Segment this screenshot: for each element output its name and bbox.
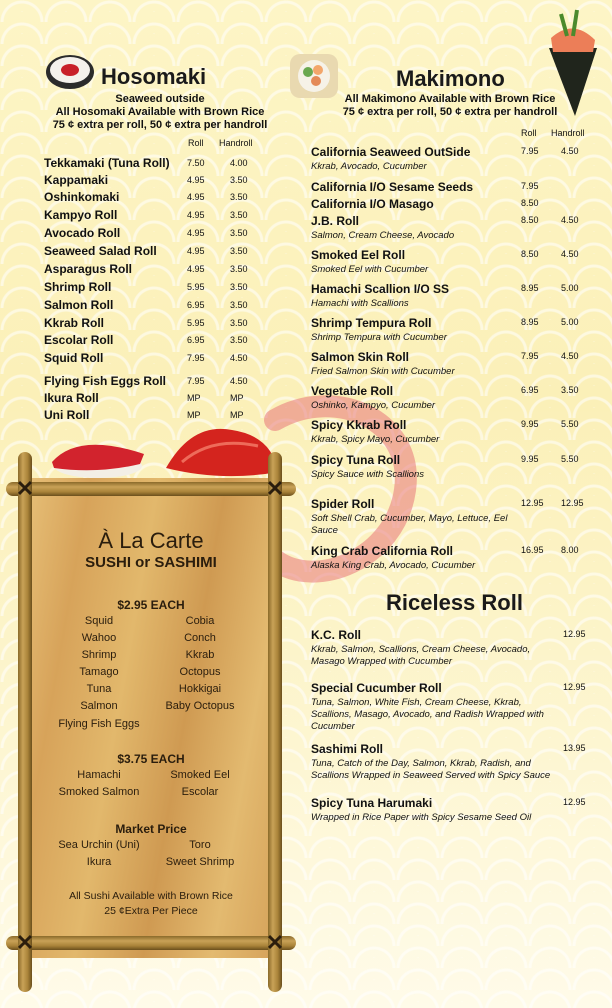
makimono-roll-price: 7.95	[521, 351, 539, 361]
hosomaki-roll-price: 7.95	[187, 353, 205, 363]
riceless-item-desc: Tuna, Catch of the Day, Salmon, Kkrab, Radish, and Scallions Wrapped in Seaweed Served with Spicy Sauce	[311, 758, 551, 781]
hosomaki-roll-icon	[44, 52, 96, 92]
hosomaki-handroll-price: 3.50	[230, 175, 248, 185]
makimono-item-name: Spider Roll	[311, 497, 375, 511]
bamboo-top	[6, 482, 296, 496]
a-la-carte-item: Ikura	[86, 856, 112, 868]
makimono-row	[311, 418, 591, 446]
makimono-row	[311, 197, 591, 211]
makimono-row	[311, 497, 591, 537]
hosomaki-row	[44, 226, 264, 244]
makimono-item-name: Vegetable Roll	[311, 384, 394, 398]
riceless-item-name: Special Cucumber Roll	[311, 681, 442, 695]
hosomaki-roll-price: 4.95	[187, 264, 205, 274]
section-295-extra: Flying Fish Eggs	[58, 718, 140, 730]
makimono-handroll-price: 4.50	[561, 351, 579, 361]
riceless-item-price: 13.95	[563, 743, 586, 753]
makimono-row	[311, 282, 591, 310]
makimono-row	[311, 453, 591, 481]
riceless-item-price: 12.95	[563, 629, 586, 639]
a-la-carte-item: Wahoo	[81, 632, 117, 644]
hosomaki-header-notes	[30, 93, 290, 132]
hosomaki-item-name: Flying Fish Eggs Roll	[44, 374, 167, 388]
makimono-sub1: All Makimono Available with Brown Rice	[344, 93, 556, 105]
makimono-item-desc: Fried Salmon Skin with Cucumber	[311, 366, 455, 377]
makimono-handroll-price: 5.50	[561, 454, 579, 464]
section-375-heading: $3.75 EACH	[117, 752, 185, 766]
a-la-carte-subtitle: SUSHI or SASHIMI	[85, 554, 217, 571]
hosomaki-handroll-price: 3.50	[230, 264, 248, 274]
makimono-item-name: California Seaweed OutSide	[311, 145, 471, 159]
hosomaki-handroll-price: 3.50	[230, 228, 248, 238]
hosomaki-handroll-price: 4.50	[230, 353, 248, 363]
hosomaki-roll-price: 4.95	[187, 175, 205, 185]
hosomaki-row	[44, 244, 264, 262]
makimono-handroll-price: 4.50	[561, 146, 579, 156]
makimono-item-desc: Oshinko, Kampyo, Cucumber	[311, 400, 436, 411]
hosomaki-handroll-price: 3.50	[230, 300, 248, 310]
hosomaki-row	[44, 208, 264, 226]
hosomaki-row	[44, 333, 264, 351]
makimono-handroll-price: 4.50	[561, 249, 579, 259]
hosomaki-row	[44, 190, 264, 208]
bamboo-bottom	[6, 936, 296, 950]
hosomaki-row	[44, 316, 264, 334]
hosomaki-row	[44, 173, 264, 191]
a-la-carte-item: Kkrab	[185, 649, 215, 661]
makimono-row	[311, 214, 591, 242]
makimono-handroll-price: 5.00	[561, 317, 579, 327]
makimono-item-desc: Shrimp Tempura with Cucumber	[311, 332, 447, 343]
riceless-row	[311, 742, 591, 782]
a-la-carte-item: Hamachi	[77, 769, 121, 781]
a-la-carte-item: Salmon	[80, 700, 118, 712]
hosomaki-roll-price: MP	[187, 410, 201, 420]
a-la-carte-item: Squid	[84, 615, 114, 627]
hosomaki-roll-price: 4.95	[187, 192, 205, 202]
makimono-item-name: California I/O Masago	[311, 197, 434, 211]
hosomaki-item-name: Salmon Roll	[44, 298, 114, 312]
makimono-handroll-price: 5.00	[561, 283, 579, 293]
makimono-item-name: Spicy Tuna Roll	[311, 453, 401, 467]
makimono-row	[311, 145, 591, 173]
hosomaki-item-name: Oshinkomaki	[44, 190, 120, 204]
hosomaki-row	[44, 280, 264, 298]
market-price-heading: Market Price	[115, 822, 187, 836]
a-la-carte-item: Tuna	[86, 683, 112, 695]
makimono-roll-price: 12.95	[521, 498, 544, 508]
makimono-item-name: J.B. Roll	[311, 214, 360, 228]
hosomaki-handroll-price: 4.50	[230, 376, 248, 386]
makimono-item-desc: Alaska King Crab, Avocado, Cucumber	[311, 560, 476, 571]
a-la-carte-item: Shrimp	[81, 649, 117, 661]
riceless-item-desc: Kkrab, Salmon, Scallions, Cream Cheese, Avocado, Masago Wrapped with Cucumber	[311, 644, 531, 667]
a-la-carte-item: Sea Urchin (Uni)	[58, 839, 140, 851]
makimono-row	[311, 248, 591, 276]
hosomaki-item-name: Shrimp Roll	[44, 280, 112, 294]
hosomaki-handroll-price: 3.50	[230, 192, 248, 202]
hosomaki-roll-price: 4.95	[187, 210, 205, 220]
hosomaki-handroll-price: 3.50	[230, 282, 248, 292]
a-la-carte-item: Tamago	[79, 666, 119, 678]
makimono-handroll-price: 5.50	[561, 419, 579, 429]
a-la-carte-item: Toro	[189, 839, 211, 851]
hosomaki-col-roll: Roll	[188, 138, 204, 148]
hosomaki-sub2: All Hosomaki Available with Brown Rice	[55, 106, 265, 118]
hosomaki-col-handroll: Handroll	[219, 138, 253, 148]
a-la-carte-item: Octopus	[179, 666, 221, 678]
riceless-item-name: Spicy Tuna Harumaki	[311, 796, 433, 810]
hosomaki-roll-price: 5.95	[187, 282, 205, 292]
a-la-carte-title: À La Carte	[98, 528, 204, 553]
riceless-item-name: K.C. Roll	[311, 628, 361, 642]
makimono-row	[311, 180, 591, 194]
hosomaki-row	[44, 391, 264, 409]
makimono-item-name: Hamachi Scallion I/O SS	[311, 282, 450, 296]
hosomaki-item-name: Squid Roll	[44, 351, 104, 365]
hosomaki-row	[44, 298, 264, 316]
hosomaki-item-name: Kappamaki	[44, 173, 109, 187]
hosomaki-row	[44, 262, 264, 280]
makimono-item-desc: Smoked Eel with Cucumber	[311, 264, 429, 275]
makimono-item-desc: Hamachi with Scallions	[311, 298, 409, 309]
hosomaki-item-name: Seaweed Salad Roll	[44, 244, 157, 258]
hosomaki-row	[44, 351, 264, 369]
hosomaki-title: Hosomaki	[101, 64, 207, 89]
hosomaki-roll-price: 6.95	[187, 300, 205, 310]
brown-rice-note: All Sushi Available with Brown Rice	[69, 890, 233, 902]
hosomaki-handroll-price: 4.00	[230, 158, 248, 168]
makimono-row	[311, 544, 591, 572]
makimono-roll-price: 7.95	[521, 146, 539, 156]
makimono-roll-price: 8.50	[521, 198, 539, 208]
makimono-roll-price: 9.95	[521, 454, 539, 464]
hosomaki-sub3: 75 ¢ extra per roll, 50 ¢ extra per handroll	[52, 119, 268, 131]
makimono-roll-price: 8.95	[521, 283, 539, 293]
hosomaki-handroll-price: 3.50	[230, 335, 248, 345]
makimono-roll-price: 9.95	[521, 419, 539, 429]
hosomaki-row	[44, 156, 264, 174]
makimono-header-notes	[330, 93, 570, 119]
hosomaki-roll-price: 7.50	[187, 158, 205, 168]
hosomaki-handroll-price: MP	[230, 410, 244, 420]
makimono-roll-price: 16.95	[521, 545, 544, 555]
riceless-row	[311, 628, 591, 668]
hosomaki-handroll-price: 3.50	[230, 318, 248, 328]
a-la-carte-item: Hokkigai	[178, 683, 222, 695]
hosomaki-roll-price: 6.95	[187, 335, 205, 345]
makimono-row	[311, 350, 591, 378]
hosomaki-roll-price: 7.95	[187, 376, 205, 386]
hosomaki-item-name: Ikura Roll	[44, 391, 99, 405]
salmon-sashimi-image	[162, 422, 282, 482]
riceless-title: Riceless Roll	[386, 590, 523, 615]
a-la-carte-item: Smoked Eel	[170, 769, 230, 781]
hosomaki-roll-price: MP	[187, 393, 201, 403]
makimono-item-name: Spicy Kkrab Roll	[311, 418, 407, 432]
makimono-row	[311, 384, 591, 412]
riceless-row	[311, 796, 591, 824]
rope-tie-top-left: ✕	[15, 476, 35, 501]
hosomaki-item-name: Escolar Roll	[44, 333, 114, 347]
hosomaki-item-name: Asparagus Roll	[44, 262, 133, 276]
makimono-roll-price: 8.95	[521, 317, 539, 327]
makimono-handroll-price: 8.00	[561, 545, 579, 555]
hosomaki-handroll-price: 3.50	[230, 246, 248, 256]
hosomaki-item-name: Kampyo Roll	[44, 208, 118, 222]
hosomaki-handroll-price: MP	[230, 393, 244, 403]
a-la-carte-item: Sweet Shrimp	[165, 856, 235, 868]
makimono-col-handroll: Handroll	[551, 128, 585, 138]
makimono-roll-price: 6.95	[521, 385, 539, 395]
makimono-item-name: California I/O Sesame Seeds	[311, 180, 474, 194]
extra-per-piece-note: 25 ¢Extra Per Piece	[104, 905, 198, 917]
makimono-item-desc: Soft Shell Crab, Cucumber, Mayo, Lettuce, Eel Sauce	[311, 513, 508, 536]
hosomaki-handroll-price: 3.50	[230, 210, 248, 220]
hosomaki-item-name: Tekkamaki (Tuna Roll)	[44, 156, 170, 170]
hosomaki-item-name: Avocado Roll	[44, 226, 121, 240]
makimono-row	[311, 316, 591, 344]
makimono-item-desc: Kkrab, Spicy Mayo, Cucumber	[311, 434, 440, 445]
makimono-item-name: Salmon Skin Roll	[311, 350, 410, 364]
makimono-title: Makimono	[396, 66, 505, 91]
makimono-item-desc: Spicy Sauce with Scallions	[311, 469, 424, 480]
hosomaki-row	[44, 374, 264, 392]
makimono-handroll-price: 4.50	[561, 215, 579, 225]
riceless-item-price: 12.95	[563, 797, 586, 807]
makimono-roll-price: 7.95	[521, 181, 539, 191]
makimono-roll-price: 8.50	[521, 249, 539, 259]
riceless-item-desc: Wrapped in Rice Paper with Spicy Sesame Seed Oil	[311, 812, 532, 823]
makimono-col-roll: Roll	[521, 128, 537, 138]
riceless-item-name: Sashimi Roll	[311, 742, 384, 756]
hosomaki-item-name: Kkrab Roll	[44, 316, 105, 330]
hosomaki-sub1: Seaweed outside	[115, 93, 205, 105]
tuna-nigiri-image	[48, 432, 148, 480]
makimono-item-name: Shrimp Tempura Roll	[311, 316, 432, 330]
makimono-handroll-price: 12.95	[561, 498, 584, 508]
rope-tie-bottom-right: ✕	[265, 930, 285, 955]
section-295-heading: $2.95 EACH	[117, 598, 185, 612]
a-la-carte-item: Smoked Salmon	[58, 786, 140, 798]
hosomaki-roll-price: 4.95	[187, 246, 205, 256]
hosomaki-roll-price: 4.95	[187, 228, 205, 238]
makimono-item-name: Smoked Eel Roll	[311, 248, 406, 262]
riceless-item-price: 12.95	[563, 682, 586, 692]
a-la-carte-item: Escolar	[181, 786, 219, 798]
makimono-roll-price: 8.50	[521, 215, 539, 225]
makimono-item-desc: Kkrab, Avocado, Cucumber	[311, 161, 427, 172]
riceless-item-desc: Tuna, Salmon, White Fish, Cream Cheese, Kkrab, Scallions, Masago, Avocado, and Radish Wrapped with Cucumber	[311, 697, 544, 732]
makimono-item-name: King Crab California Roll	[311, 544, 454, 558]
riceless-row	[311, 681, 591, 733]
hosomaki-item-name: Uni Roll	[44, 408, 90, 422]
a-la-carte-item: Baby Octopus	[165, 700, 235, 712]
makimono-handroll-price: 3.50	[561, 385, 579, 395]
makimono-sub2: 75 ¢ extra per roll, 50 ¢ extra per handroll	[342, 106, 558, 118]
a-la-carte-item: Conch	[184, 632, 216, 644]
rope-tie-bottom-left: ✕	[15, 930, 35, 955]
rope-tie-top-right: ✕	[265, 476, 285, 501]
hosomaki-roll-price: 5.95	[187, 318, 205, 328]
a-la-carte-item: Cobia	[185, 615, 215, 627]
makimono-item-desc: Salmon, Cream Cheese, Avocado	[311, 230, 455, 241]
